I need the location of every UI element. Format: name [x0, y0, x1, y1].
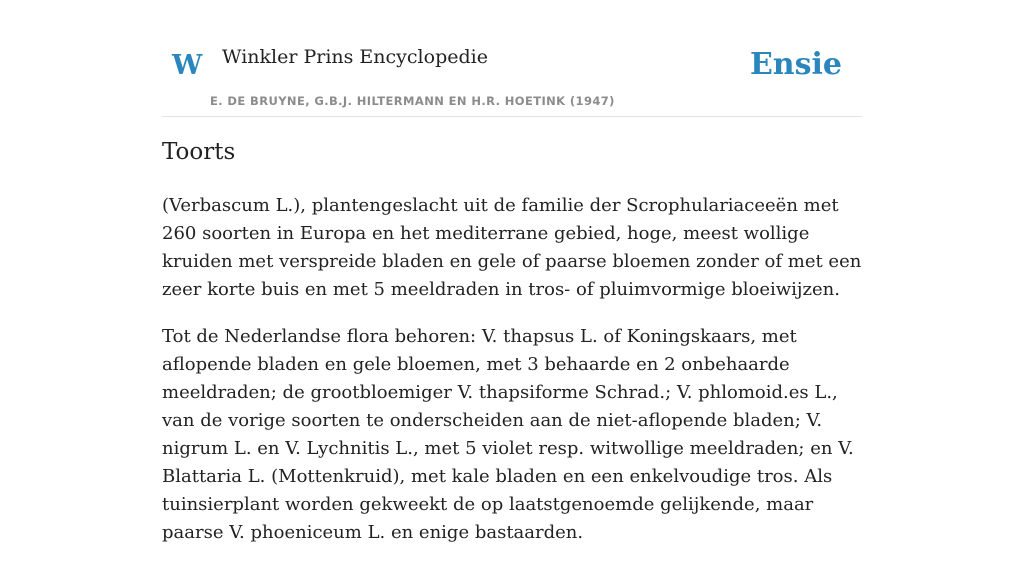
article-body — [162, 192, 862, 566]
article-paragraph: Tot de Nederlandse flora behoren: V. thapsus L. of Koningskaars, met aflopende bladen en gele bloemen, met 3 behaarde en 2 onbehaarde meeldraden; de grootbloemiger V. thapsiforme Schrad.; V. phlomoid.es L., van de vorige soorten te onderscheiden aan de niet-aflopende bladen; V. nigrum L. en V. Lychnitis L., met 5 violet resp. witwollige meeldraden; en V. Blattaria L. (Mottenkruid), met kale bladen en een enkelvoudige tros. Als tuinsierplant worden gekweekt de op laatstgenoemde gelijkende, maar paarse V. phoeniceum L. en enige bastaarden. — [162, 326, 854, 543]
ensie-logo[interactable]: Ensie — [749, 47, 842, 82]
page — [162, 0, 862, 543]
source-authors: E. DE BRUYNE, G.B.J. HILTERMANN EN H.R. HOETINK (1947) — [210, 94, 615, 108]
article-paragraph: (Verbascum L.), plantengeslacht uit de familie der Scrophulariaceeën met 260 soorten in Europa en het mediterrane gebied, hoge, meest wollige kruiden met verspreide bladen en gele of paarse bloemen zonder of met een zeer korte buis en met 5 meeldraden in tros- of pluimvormige bloeiwijzen. — [162, 195, 862, 300]
article-title: Toorts — [162, 139, 236, 165]
source-title[interactable]: Winkler Prins Encyclopedie — [222, 46, 488, 68]
winkler-prins-logo[interactable]: W — [172, 50, 203, 81]
header — [162, 0, 862, 117]
